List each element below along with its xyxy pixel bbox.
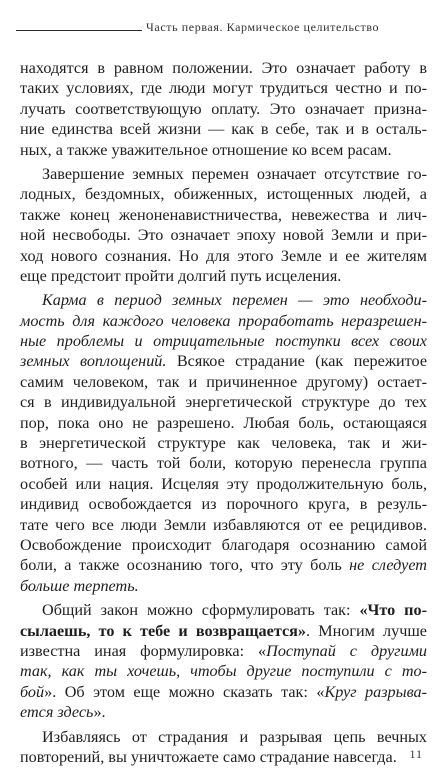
- text-run: Всякое страдание (как пережитое: [166, 352, 428, 371]
- text-run: Общий закон можно сформулировать так:: [42, 601, 360, 620]
- text-line: [20, 290, 427, 310]
- text-run: . Многим лучше: [306, 621, 427, 640]
- running-head: Часть первая. Кармическое целительство: [146, 20, 380, 34]
- paragraph: [20, 58, 427, 160]
- text-run: известна иная формулировка: «: [20, 641, 267, 660]
- text-run: тате чего все люди Земли избавляются от ее рецидивов.: [20, 515, 427, 534]
- text-line: [20, 682, 427, 702]
- italic-text: ные проблемы и отрицательные поступки всех своих: [20, 332, 427, 351]
- text-line: [20, 661, 427, 681]
- text-run: самим человеком, так и причиненное другому) остает-: [20, 372, 427, 391]
- text-line: [20, 474, 427, 494]
- text-line: [20, 140, 427, 160]
- italic-text: земных воплощений.: [20, 352, 167, 371]
- text-run: Освобождение происходит благодаря осознанию самой: [20, 535, 427, 554]
- text-run: лучать соответствующую оплату. Это означает призна-: [20, 99, 427, 118]
- text-line: [20, 392, 427, 412]
- text-line: [20, 576, 427, 596]
- text-line: [20, 555, 427, 575]
- text-line: [20, 413, 427, 433]
- text-line: [20, 453, 427, 473]
- text-run: ся в индивидуальной энергетической структуре до тех: [20, 393, 427, 412]
- text-run: находятся в равном положении. Это означает работу в: [20, 59, 427, 77]
- paragraph: [20, 600, 427, 722]
- text-line: [20, 747, 427, 767]
- text-line: [20, 351, 427, 371]
- text-line: [20, 246, 427, 266]
- text-line: [20, 58, 427, 78]
- text-line: [20, 600, 427, 620]
- text-line: [20, 164, 427, 184]
- text-run: еще предстоит пройти долгий путь исцеления.: [20, 266, 342, 285]
- italic-text: ется здесь: [20, 703, 94, 722]
- text-line: [20, 184, 427, 204]
- text-line: [20, 119, 427, 139]
- text-line: [20, 515, 427, 535]
- text-run: также конец женоненавистничества, невежества и лич-: [20, 205, 427, 224]
- text-run: ной несвободы. Это означает эпоху новой Земли и при-: [20, 226, 427, 245]
- bold-text: сылаешь, то к тебе и возвращается»: [20, 621, 307, 640]
- text-line: [20, 702, 427, 722]
- text-run: ». Об этом еще можно сказать так: «: [44, 682, 325, 701]
- text-line: [20, 331, 427, 351]
- text-line: [20, 78, 427, 98]
- text-line: [20, 727, 427, 747]
- text-run: ход нового сознания. Но для этого Земле и ее жителям: [20, 246, 427, 265]
- text-run: лодных, бездомных, обиженных, истощенных людей, а: [20, 185, 427, 204]
- text-line: [20, 225, 427, 245]
- text-line: [20, 99, 427, 119]
- bold-text: «Что по-: [359, 601, 427, 620]
- italic-text: бой: [20, 682, 45, 701]
- text-run: таких условиях, где люди могут трудиться честно и по-: [20, 79, 427, 98]
- text-line: [20, 641, 427, 661]
- paragraph: [20, 727, 427, 768]
- text-run: ние единства всей жизни — как в себе, так и в осталь-: [20, 120, 427, 139]
- page-number: 11: [409, 747, 423, 761]
- italic-text: больше терпеть.: [20, 576, 139, 595]
- text-line: [20, 266, 427, 286]
- body-text: [20, 58, 427, 767]
- text-line: [20, 372, 427, 392]
- italic-text: Круг разрыва-: [324, 682, 427, 701]
- text-line: [20, 494, 427, 514]
- text-line: [20, 205, 427, 225]
- text-line: [20, 621, 427, 641]
- text-run: повторений, вы уничтожаете само страдание навсегда.: [20, 747, 397, 766]
- text-run: ных, а также уважительное отношение ко всем расам.: [20, 140, 392, 159]
- italic-text: не следует: [349, 556, 427, 575]
- text-run: вотного, — часть той боли, которую перенесла группа: [20, 454, 427, 473]
- text-run: индивид освобождается из порочного круга, в резуль-: [20, 495, 427, 514]
- italic-text: Карма в период земных перемен — это необходи-: [42, 291, 427, 310]
- text-run: в энергетической структуре как человека, так и жи-: [20, 434, 427, 453]
- text-line: [20, 311, 427, 331]
- paragraph: [20, 164, 427, 286]
- text-line: [20, 535, 427, 555]
- paragraph: [20, 290, 427, 596]
- text-run: особей или нация. Исцеляя эту продолжительную боль,: [20, 474, 427, 493]
- italic-text: мость для каждого человека проработать неразрешен-: [20, 311, 427, 330]
- text-line: [20, 433, 427, 453]
- text-run: ».: [93, 703, 106, 722]
- italic-text: Поступай с другими: [266, 641, 428, 660]
- text-run: Завершение земных перемен означает отсутствие го-: [42, 164, 427, 183]
- text-run: пор, пока оно не разрешено. Любая боль, остающаяся: [20, 413, 427, 432]
- header-rule: [16, 30, 142, 31]
- text-run: боли, а также осознанию того, что эту боль: [20, 556, 350, 575]
- text-run: Избавляясь от страдания и разрывая цепь вечных: [42, 727, 427, 746]
- italic-text: так, как ты хочешь, чтобы другие поступили с то-: [20, 662, 427, 681]
